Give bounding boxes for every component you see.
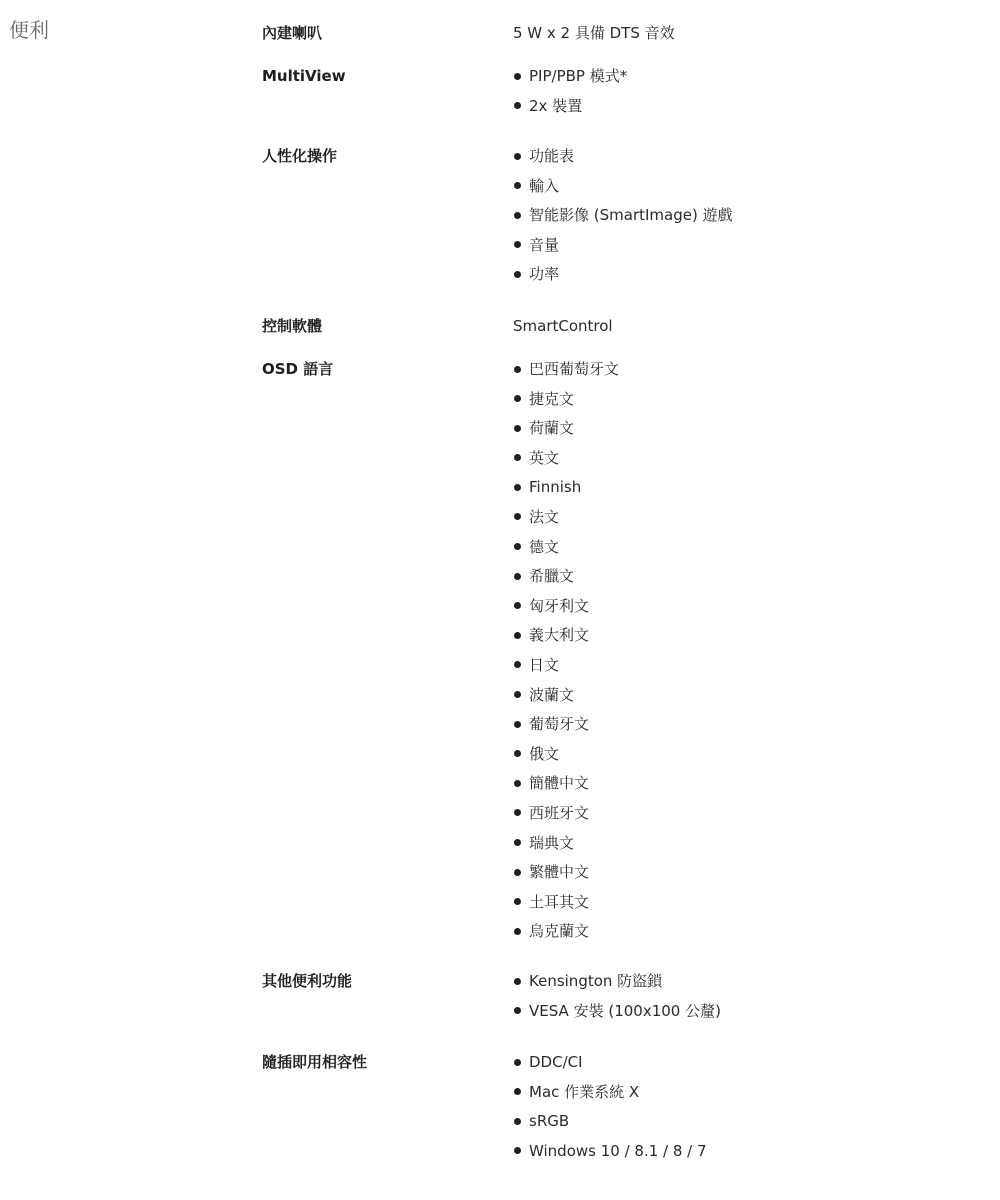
bullet-icon <box>514 212 521 219</box>
list-item: 巴西葡萄牙文 <box>513 359 619 389</box>
spec-label: 控制軟體 <box>262 317 323 335</box>
bullet-icon <box>514 73 521 80</box>
spec-value: 5 W x 2 具備 DTS 音效 <box>513 24 675 42</box>
bullet-icon <box>514 978 521 985</box>
bullet-icon <box>514 691 521 698</box>
spec-label: 內建喇叭 <box>262 24 323 42</box>
spec-value-list <box>513 971 721 1030</box>
list-item: 功率 <box>513 264 733 294</box>
spec-label: 人性化操作 <box>262 147 338 165</box>
spec-label: MultiView <box>262 67 346 85</box>
list-item: VESA 安裝 (100x100 公釐) <box>513 1001 721 1031</box>
bullet-icon <box>514 839 521 846</box>
bullet-icon <box>514 1059 521 1066</box>
bullet-icon <box>514 721 521 728</box>
spec-value: SmartControl <box>513 317 613 335</box>
list-item: Mac 作業系統 X <box>513 1082 707 1112</box>
list-item: DDC/CI <box>513 1052 707 1082</box>
bullet-icon <box>514 425 521 432</box>
bullet-icon <box>514 182 521 189</box>
list-item: 土耳其文 <box>513 892 619 922</box>
bullet-icon <box>514 241 521 248</box>
spec-value-list <box>513 359 619 951</box>
list-item: 西班牙文 <box>513 803 619 833</box>
list-item: 希臘文 <box>513 566 619 596</box>
bullet-icon <box>514 809 521 816</box>
list-item: 音量 <box>513 235 733 265</box>
spec-value-list <box>513 66 627 125</box>
bullet-icon <box>514 454 521 461</box>
list-item: 德文 <box>513 537 619 567</box>
bullet-icon <box>514 513 521 520</box>
list-item: 智能影像 (SmartImage) 遊戲 <box>513 205 733 235</box>
list-item: 葡萄牙文 <box>513 714 619 744</box>
list-item: 義大利文 <box>513 625 619 655</box>
spec-label: OSD 語言 <box>262 360 334 378</box>
list-item: 英文 <box>513 448 619 478</box>
list-item: sRGB <box>513 1111 707 1141</box>
bullet-icon <box>514 573 521 580</box>
list-item: Finnish <box>513 477 619 507</box>
bullet-icon <box>514 750 521 757</box>
list-item: 2x 裝置 <box>513 96 627 126</box>
list-item: Windows 10 / 8.1 / 8 / 7 <box>513 1141 707 1171</box>
bullet-icon <box>514 271 521 278</box>
bullet-icon <box>514 366 521 373</box>
list-item: 波蘭文 <box>513 685 619 715</box>
list-item: 日文 <box>513 655 619 685</box>
bullet-icon <box>514 780 521 787</box>
list-item: 法文 <box>513 507 619 537</box>
bullet-icon <box>514 484 521 491</box>
bullet-icon <box>514 395 521 402</box>
spec-label: 其他便利功能 <box>262 972 353 990</box>
bullet-icon <box>514 632 521 639</box>
list-item: 匈牙利文 <box>513 596 619 626</box>
bullet-icon <box>514 153 521 160</box>
spec-value-list <box>513 1052 707 1170</box>
bullet-icon <box>514 1147 521 1154</box>
bullet-icon <box>514 1007 521 1014</box>
bullet-icon <box>514 1118 521 1125</box>
list-item: PIP/PBP 模式* <box>513 66 627 96</box>
list-item: 捷克文 <box>513 389 619 419</box>
bullet-icon <box>514 869 521 876</box>
list-item: 荷蘭文 <box>513 418 619 448</box>
list-item: 簡體中文 <box>513 773 619 803</box>
list-item: 烏克蘭文 <box>513 921 619 951</box>
list-item: 功能表 <box>513 146 733 176</box>
bullet-icon <box>514 602 521 609</box>
bullet-icon <box>514 898 521 905</box>
bullet-icon <box>514 102 521 109</box>
bullet-icon <box>514 1088 521 1095</box>
list-item: 輸入 <box>513 176 733 206</box>
bullet-icon <box>514 661 521 668</box>
list-item: 俄文 <box>513 744 619 774</box>
section-title: 便利 <box>9 18 49 42</box>
spec-value-list <box>513 146 733 294</box>
list-item: 繁體中文 <box>513 862 619 892</box>
list-item: 瑞典文 <box>513 833 619 863</box>
bullet-icon <box>514 928 521 935</box>
list-item: Kensington 防盜鎖 <box>513 971 721 1001</box>
spec-label: 隨插即用相容性 <box>262 1053 368 1071</box>
bullet-icon <box>514 543 521 550</box>
